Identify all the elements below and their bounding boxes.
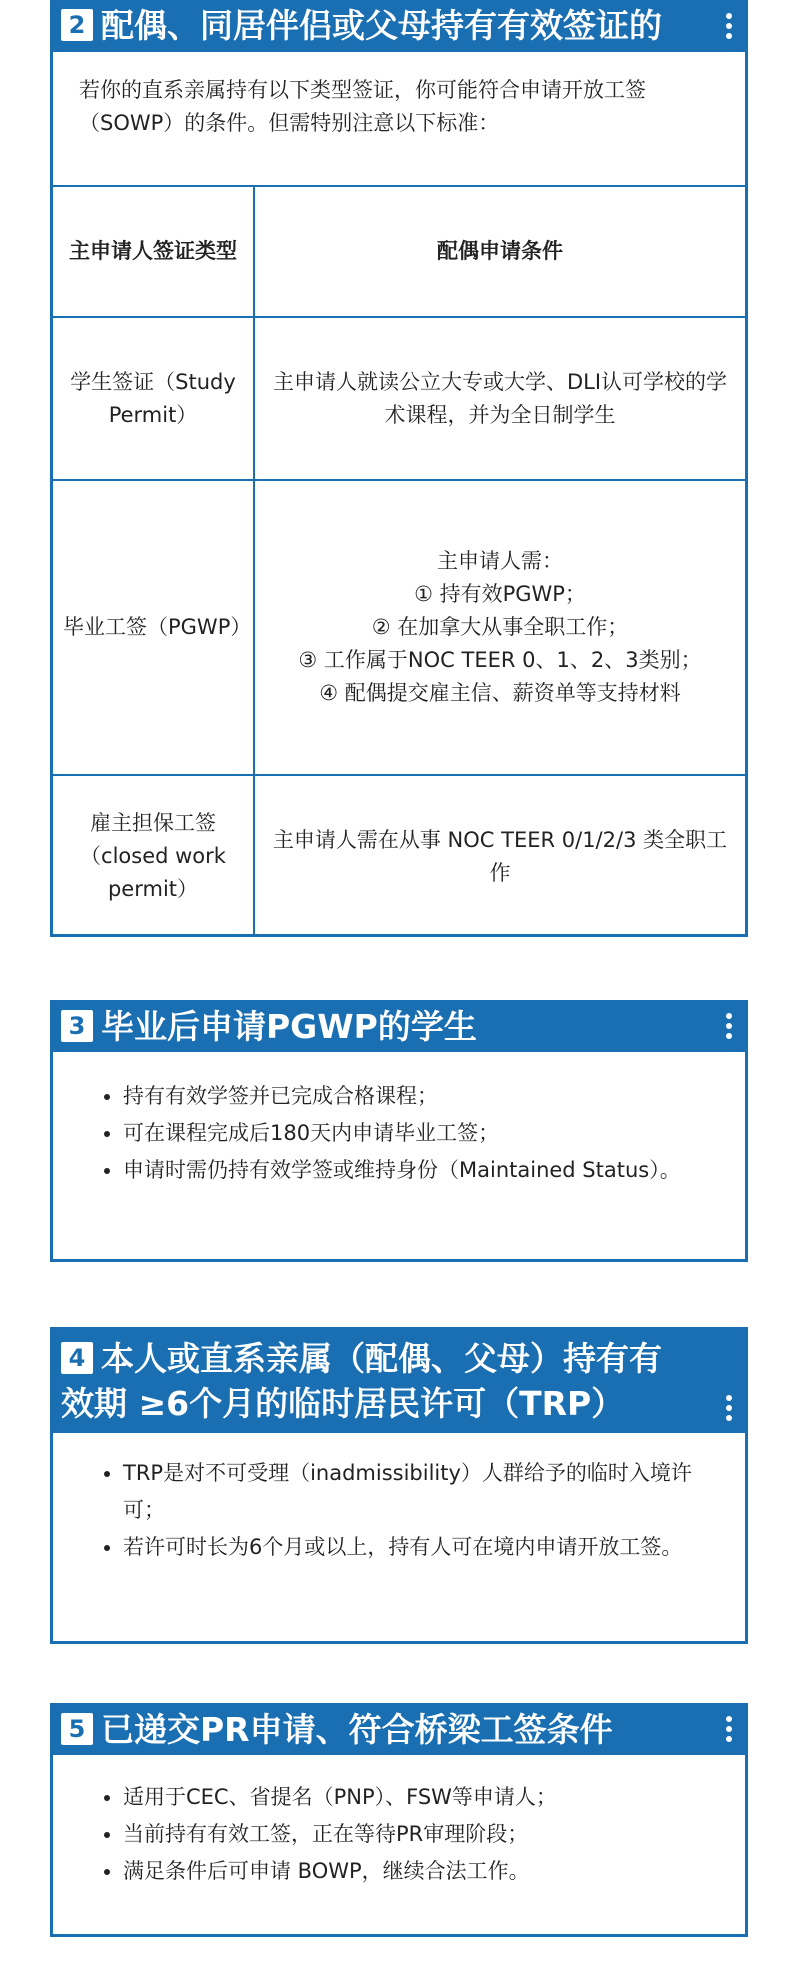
section-5-card (50, 1703, 748, 1937)
visa-type-cell: 雇主担保工签（closed work permit） (53, 775, 254, 937)
more-options-icon[interactable] (725, 13, 733, 43)
section-title: 毕业后申请PGWP的学生 (101, 1007, 477, 1046)
section-2-card (50, 0, 748, 937)
section-3-list (53, 1052, 745, 1213)
table-header-spouse-condition: 配偶申请条件 (254, 186, 745, 317)
list-item: • 满足条件后可申请 BOWP，继续合法工作。 (123, 1853, 715, 1890)
condition-cell (254, 480, 745, 775)
list-item: • 适用于CEC、省提名（PNP）、FSW等申请人； (123, 1779, 715, 1816)
section-title: 已递交PR申请、符合桥梁工签条件 (101, 1710, 613, 1749)
more-options-icon[interactable] (725, 1013, 733, 1043)
section-4-list (53, 1433, 745, 1590)
list-item: • TRP是对不可受理（inadmissibility）人群给予的临时入境许可； (123, 1455, 715, 1529)
section-number-badge: 3 (61, 1010, 93, 1042)
condition-cell: 主申请人就读公立大专或大学、DLI认可学校的学术课程，并为全日制学生 (254, 317, 745, 480)
list-item: • 当前持有有效工签，正在等待PR审理阶段； (123, 1816, 715, 1853)
visa-type-cell: 学生签证（Study Permit） (53, 317, 254, 480)
more-options-icon[interactable] (725, 1716, 733, 1746)
section-number-badge: 5 (61, 1713, 93, 1745)
section-title: 本人或直系亲属（配偶、父母）持有有效期 ≥6个月的临时居民许可（TRP） (61, 1339, 662, 1423)
section-title: 配偶、同居伴侣或父母持有有效签证的 (101, 6, 662, 45)
condition-cell: 主申请人需在从事 NOC TEER 0/1/2/3 类全职工作 (254, 775, 745, 937)
section-3-card (50, 1000, 748, 1262)
section-5-list (53, 1755, 745, 1914)
list-item: • 若许可时长为6个月或以上，持有人可在境内申请开放工签。 (123, 1529, 715, 1566)
visa-type-cell: 毕业工签（PGWP） (53, 480, 254, 775)
list-item: • 申请时需仍持有效学签或维持身份（Maintained Status）。 (123, 1152, 715, 1189)
condition-line: ④ 配偶提交雇主信、薪资单等支持材料 (319, 681, 681, 705)
condition-line: ③ 工作属于NOC TEER 0、1、2、3类别； (298, 648, 702, 672)
table-header-visa-type: 主申请人签证类型 (53, 186, 254, 317)
section-4-header (53, 1330, 745, 1433)
condition-line: 主申请人需： (437, 549, 563, 573)
section-5-header (53, 1706, 745, 1755)
visa-condition-table (53, 185, 745, 937)
condition-line: ① 持有效PGWP； (414, 582, 586, 606)
section-4-card (50, 1327, 748, 1644)
more-options-icon[interactable] (725, 1395, 733, 1425)
section-3-header (53, 1003, 745, 1052)
list-item: • 可在课程完成后180天内申请毕业工签； (123, 1115, 715, 1152)
section-2-header (53, 0, 745, 52)
list-item: • 持有有效学签并已完成合格课程； (123, 1078, 715, 1115)
section-number-badge: 4 (61, 1342, 93, 1374)
condition-line: ② 在加拿大从事全职工作； (371, 615, 629, 639)
section-2-intro: 若你的直系亲属持有以下类型签证，你可能符合申请开放工签（SOWP）的条件。但需特别注意以下标准： (79, 78, 646, 135)
section-number-badge: 2 (61, 9, 93, 41)
